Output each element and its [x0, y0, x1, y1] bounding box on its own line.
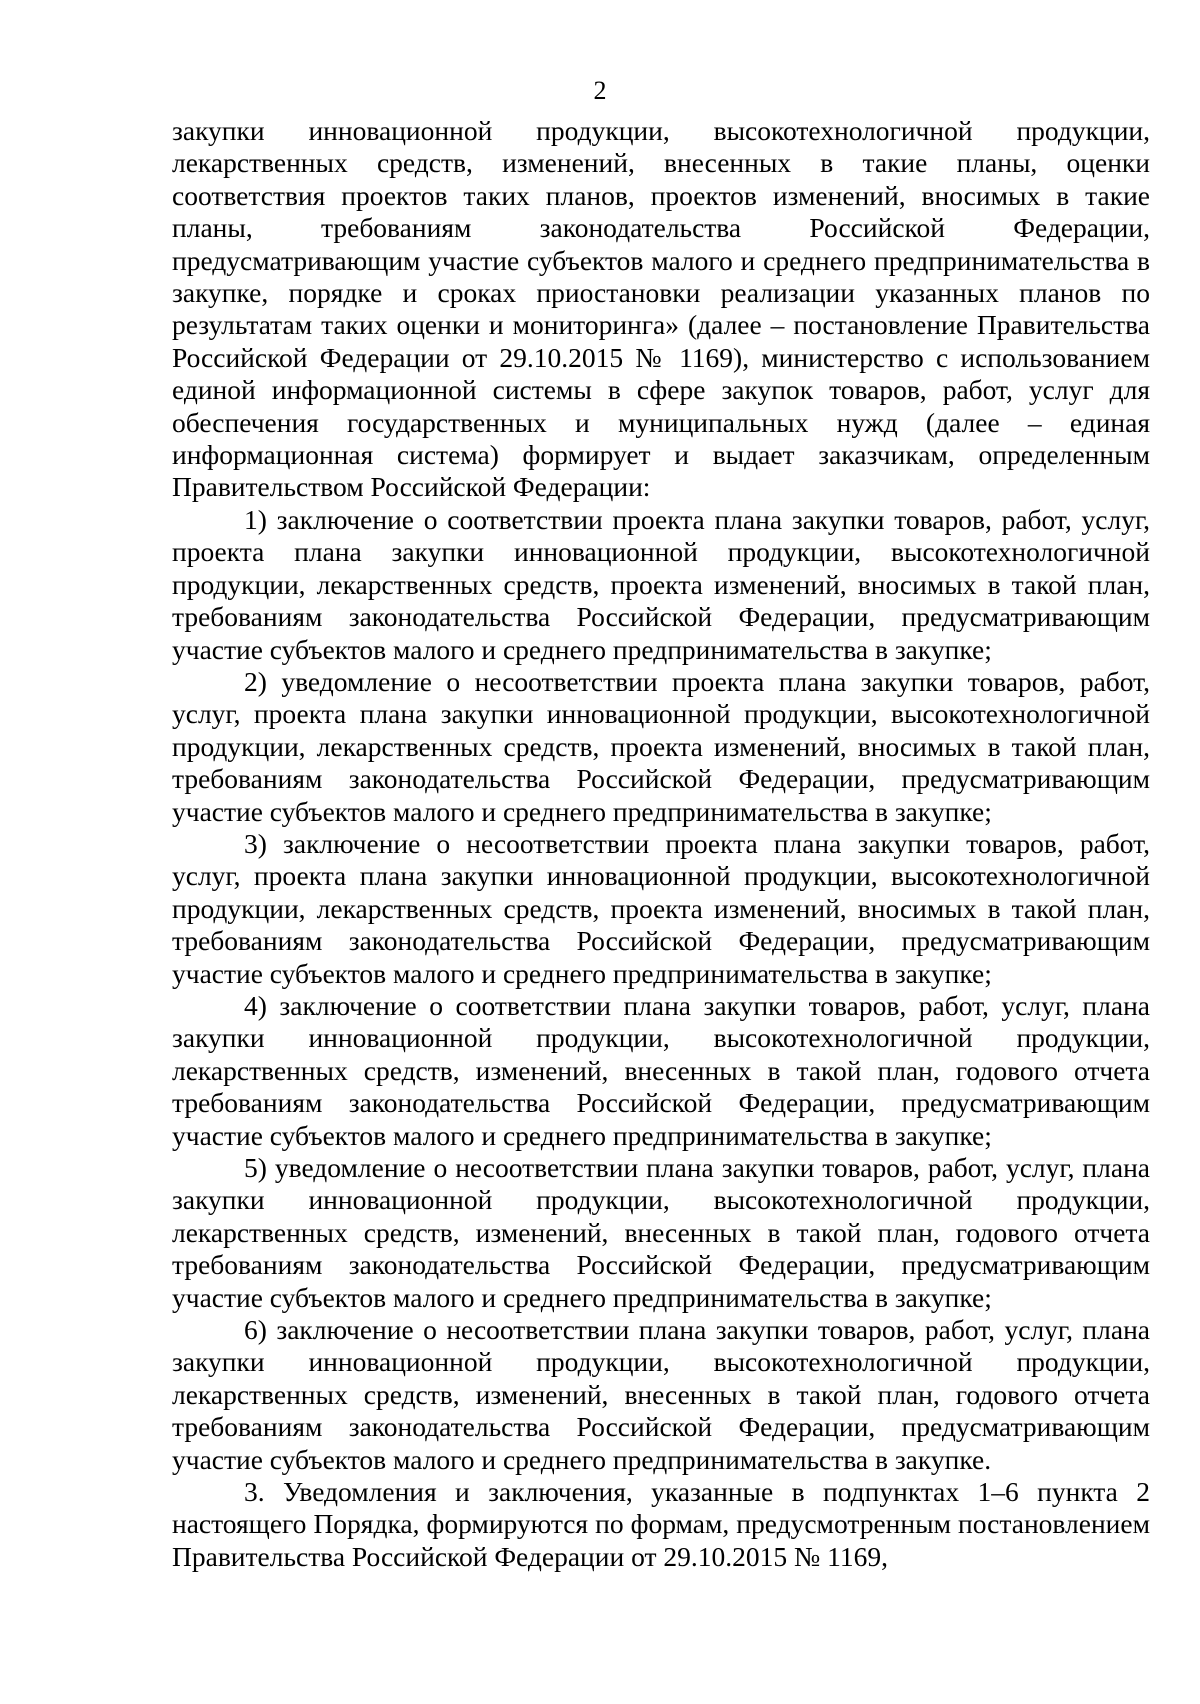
paragraph-section-3: 3. Уведомления и заключения, указанные в подпунктах 1–6 пункта 2 настоящего Порядка, формируются по формам, предусмотренным постановлением Правительства Российской Федерации от 29.10.2015 № 1169, — [172, 1476, 1150, 1572]
paragraph-continuation: закупки инновационной продукции, высокотехнологичной продукции, лекарственных средств, изменений, внесенных в такие планы, оценки соответствия проектов таких планов, проектов изменений, вносимых в такие планы, требованиям законодательства Российской Федерации, предусматривающим участие субъектов малого и среднего предпринимательства в закупке, порядке и сроках приостановки реализации указанных планов по результатам таких оценки и мониторинга» (далее – постановление Правительства Российской Федерации от 29.10.2015 № 1169), министерство с использованием единой информационной системы в сфере закупок товаров, работ, услуг для обеспечения государственных и муниципальных нужд (далее – единая информационная система) формирует и выдает заказчикам, определенным Правительством Российской Федерации: — [172, 115, 1150, 503]
list-item-1: 1) заключение о соответствии проекта плана закупки товаров, работ, услуг, проекта плана закупки инновационной продукции, высокотехнологичной продукции, лекарственных средств, проекта изменений, вносимых в такой план, требованиям законодательства Российской Федерации, предусматривающим участие субъектов малого и среднего предпринимательства в закупке; — [172, 503, 1150, 665]
page-number: 2 — [593, 76, 607, 105]
list-item-3: 3) заключение о несоответствии проекта плана закупки товаров, работ, услуг, проекта плана закупки инновационной продукции, высокотехнологичной продукции, лекарственных средств, проекта изменений, вносимых в такой план, требованиям законодательства Российской Федерации, предусматривающим участие субъектов малого и среднего предпринимательства в закупке; — [172, 827, 1150, 989]
list-item-2: 2) уведомление о несоответствии проекта плана закупки товаров, работ, услуг, проекта плана закупки инновационной продукции, высокотехнологичной продукции, лекарственных средств, проекта изменений, вносимых в такой план, требованиям законодательства Российской Федерации, предусматривающим участие субъектов малого и среднего предпринимательства в закупке; — [172, 665, 1150, 827]
list-item-5: 5) уведомление о несоответствии плана закупки товаров, работ, услуг, плана закупки инновационной продукции, высокотехнологичной продукции, лекарственных средств, изменений, внесенных в такой план, годового отчета требованиям законодательства Российской Федерации, предусматривающим участие субъектов малого и среднего предпринимательства в закупке; — [172, 1152, 1150, 1313]
list-item-6: 6) заключение о несоответствии плана закупки товаров, работ, услуг, плана закупки инновационной продукции, высокотехнологичной продукции, лекарственных средств, изменений, внесенных в такой план, годового отчета требованиям законодательства Российской Федерации, предусматривающим участие субъектов малого и среднего предпринимательства в закупке. — [172, 1314, 1150, 1475]
document-body — [172, 115, 1150, 1573]
list-item-4: 4) заключение о соответствии плана закупки товаров, работ, услуг, плана закупки инновационной продукции, высокотехнологичной продукции, лекарственных средств, изменений, внесенных в такой план, годового отчета требованиям законодательства Российской Федерации, предусматривающим участие субъектов малого и среднего предпринимательства в закупке; — [172, 989, 1150, 1151]
